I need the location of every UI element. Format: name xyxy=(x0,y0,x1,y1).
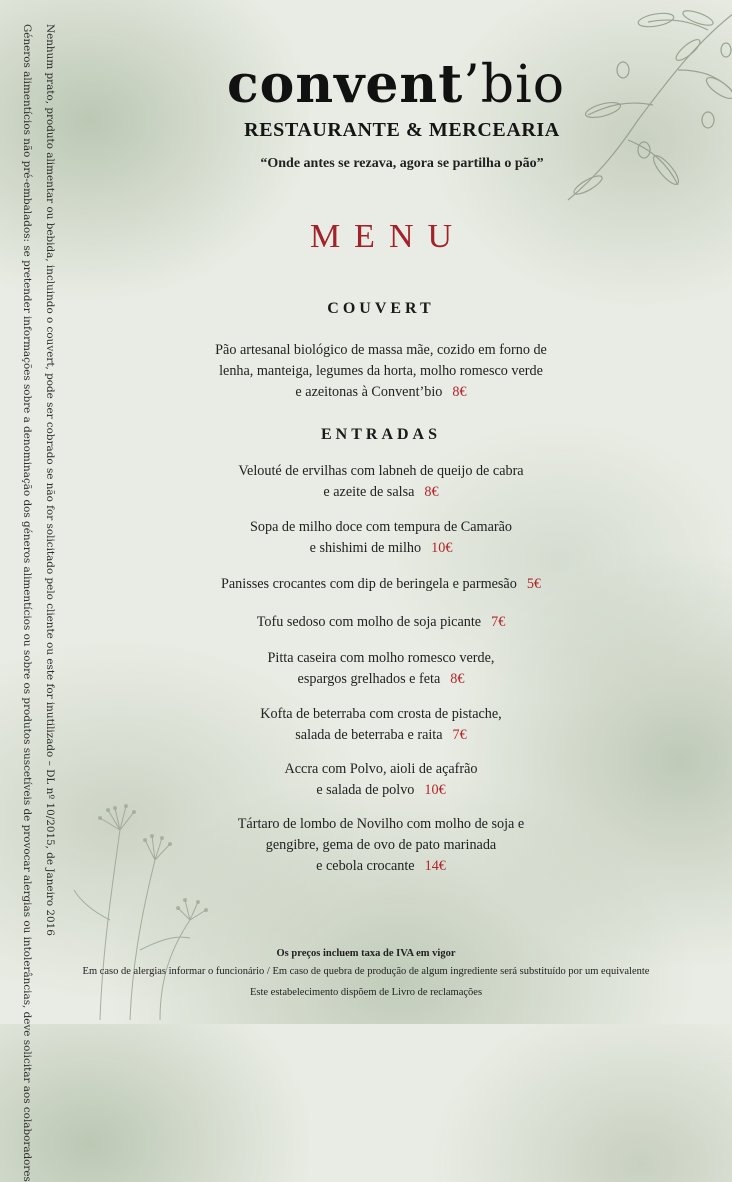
entrada-line: Panisses crocantes com dip de beringela e parmesão xyxy=(220,576,517,592)
couvert-line-1: Pão artesanal biológico de massa mãe, cozido em forno de xyxy=(215,342,547,358)
entrada-line: Pitta caseira com molho romesco verde, xyxy=(267,650,495,666)
entrada-line: e azeite de salsa xyxy=(323,484,415,500)
entrada-price: 8€ xyxy=(424,484,439,500)
legal-note-line-2: Géneros alimentícios não pré-embalados: se pretender informações sobre a denominação dos géneros alimentícios ou sobre os produtos suscetíveis de provocar alergias ou intolerâncias, deve solicitar aos colaboradores xyxy=(21,24,33,1182)
entrada-item xyxy=(30,612,732,633)
couvert-price: 8€ xyxy=(452,384,467,400)
brand-tagline: “Onde antes se rezava, agora se partilha o pão” xyxy=(260,156,544,171)
entrada-line: e salada de polvo xyxy=(316,782,415,798)
couvert-line-3: e azeitonas à Convent’bio xyxy=(295,384,443,400)
entrada-item xyxy=(30,574,732,595)
entrada-price: 7€ xyxy=(491,614,506,630)
entrada-line: Velouté de ervilhas com labneh de queijo de cabra xyxy=(238,463,524,479)
entrada-line: Accra com Polvo, aioli de açafrão xyxy=(284,761,478,777)
menu-title: MENU xyxy=(309,218,467,255)
brand-header xyxy=(0,55,732,172)
couvert-line-2: lenha, manteiga, legumes da horta, molho romesco verde xyxy=(219,363,543,379)
entrada-item xyxy=(30,517,732,559)
entrada-item xyxy=(30,461,732,503)
brand-name-part1: convent xyxy=(226,54,464,115)
entrada-line: Tártaro de lombo de Novilho com molho de soja e xyxy=(237,816,525,832)
entrada-line: Kofta de beterraba com crosta de pistache, xyxy=(260,706,502,722)
entrada-item xyxy=(30,814,732,877)
entrada-line: salada de beterraba e raita xyxy=(295,727,443,743)
brand-subtitle: RESTAURANTE & MERCEARIA xyxy=(244,119,560,141)
entrada-price: 14€ xyxy=(424,858,446,874)
entrada-price: 10€ xyxy=(424,782,446,798)
entrada-item xyxy=(30,704,732,746)
footer-allergy-note: Em caso de alergias informar o funcionário / Em caso de quebra de produção de algum ingrediente será substituído por um equivalente xyxy=(82,966,650,977)
entrada-line: espargos grelhados e feta xyxy=(297,671,441,687)
legal-note-line-1: Nenhum prato, produto alimentar ou bebida, incluindo o couvert, pode ser cobrado se não for solicitado pelo cliente ou este for inutilizado – DL nº 10/2015, de Janeiro 2016 xyxy=(44,24,56,936)
entrada-item xyxy=(30,759,732,801)
entrada-line: Tofu sedoso com molho de soja picante xyxy=(256,614,482,630)
entrada-price: 8€ xyxy=(450,671,465,687)
entrada-line: e shishimi de milho xyxy=(309,540,422,556)
couvert-title: COUVERT xyxy=(327,300,435,317)
footer-complaints-note: Este estabelecimento dispõem de Livro de reclamações xyxy=(249,987,483,998)
couvert-item xyxy=(30,340,732,403)
brand-name-part2: ’bio xyxy=(463,55,566,115)
entradas-title: ENTRADAS xyxy=(320,426,441,443)
entrada-item xyxy=(30,648,732,690)
entrada-price: 5€ xyxy=(526,576,542,592)
entrada-line: gengibre, gema de ovo de pato marinada xyxy=(265,837,497,853)
entrada-price: 7€ xyxy=(452,727,467,743)
entrada-line: Sopa de milho doce com tempura de Camarão xyxy=(250,519,512,535)
entrada-price: 10€ xyxy=(431,540,453,556)
entrada-line: e cebola crocante xyxy=(316,858,415,874)
footer-vat-note: Os preços incluem taxa de IVA em vigor xyxy=(276,948,456,959)
brand-logo xyxy=(60,55,732,115)
